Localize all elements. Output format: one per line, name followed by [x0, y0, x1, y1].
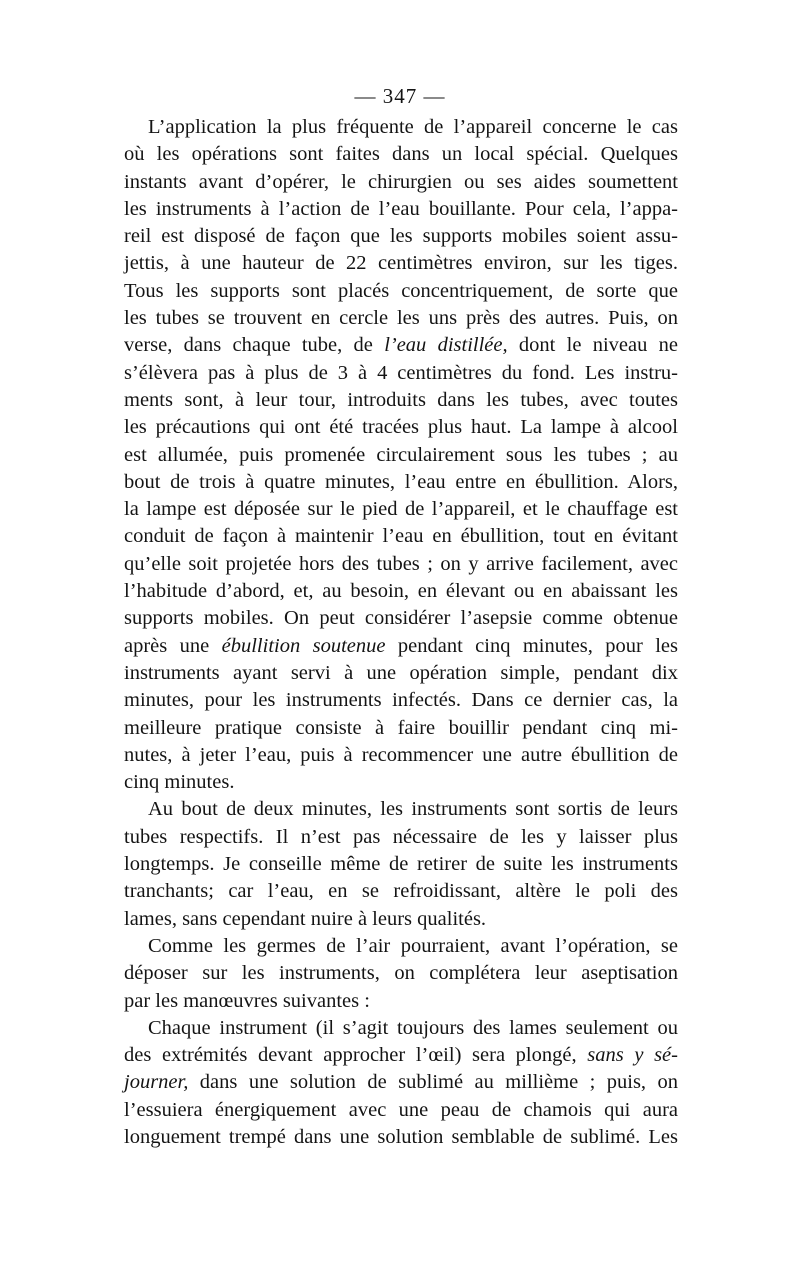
italic-text: journer,	[124, 1071, 189, 1094]
text-segment: dont le niveau ne	[507, 334, 678, 357]
text-segment: des extrémités devant approcher l’œil) sera plongé,	[124, 1044, 588, 1067]
text-line	[124, 878, 678, 905]
text-line	[124, 496, 678, 523]
text-segment: les tubes se trouvent en cercle les uns près des autres. Puis, on	[124, 307, 678, 330]
text-segment: dans une solution de sublimé au millième ; puis, on	[188, 1071, 678, 1094]
text-segment: par les manœuvres suivantes :	[124, 989, 370, 1012]
text-line	[124, 715, 678, 742]
text-segment: tranchants; car l’eau, en se refroidissant, altère le poli des	[124, 880, 678, 903]
italic-text: l’eau distillée,	[384, 334, 508, 357]
text-line	[124, 469, 678, 496]
body-text	[124, 114, 678, 1151]
text-line	[124, 250, 678, 277]
text-line	[124, 660, 678, 687]
text-line	[124, 196, 678, 223]
text-line	[124, 551, 678, 578]
text-line	[124, 1097, 678, 1124]
text-segment: instruments ayant servi à une opération simple, pendant dix	[124, 661, 678, 684]
text-line	[124, 824, 678, 851]
text-line	[124, 578, 678, 605]
text-segment: L’application la plus fréquente de l’appareil concerne le cas	[148, 116, 678, 138]
text-line	[124, 114, 678, 141]
text-line	[124, 769, 678, 796]
text-line	[124, 414, 678, 441]
text-segment: Chaque instrument (il s’agit toujours des lames seulement ou	[148, 1016, 678, 1039]
text-line	[124, 796, 678, 823]
text-line	[124, 360, 678, 387]
text-line	[124, 633, 678, 660]
text-segment: reil est disposé de façon que les supports mobiles soient assu-	[124, 225, 678, 248]
text-line	[124, 1124, 678, 1151]
text-segment: bout de trois à quatre minutes, l’eau entre en ébullition. Alors,	[124, 470, 678, 493]
text-segment: Au bout de deux minutes, les instruments sont sortis de leurs	[148, 798, 678, 821]
text-segment: les précautions qui ont été tracées plus haut. La lampe à alcool	[124, 416, 678, 439]
text-segment: déposer sur les instruments, on complétera leur aseptisation	[124, 962, 678, 985]
page-number-header: — 347 —	[354, 84, 446, 108]
text-line	[124, 960, 678, 987]
text-segment: instants avant d’opérer, le chirurgien ou ses aides soumettent	[124, 170, 678, 193]
text-segment: verse, dans chaque tube, de	[124, 334, 385, 357]
text-line	[124, 305, 678, 332]
text-segment: minutes, pour les instruments infectés. Dans ce dernier cas, la	[124, 689, 678, 712]
text-segment: nutes, à jeter l’eau, puis à recommencer une autre ébullition de	[124, 743, 678, 766]
text-line	[124, 742, 678, 769]
text-line	[124, 1015, 678, 1042]
text-segment: longuement trempé dans une solution semblable de sublimé. Les	[124, 1125, 678, 1148]
text-segment: supports mobiles. On peut considérer l’asepsie comme obtenue	[124, 607, 678, 630]
text-segment: lames, sans cependant nuire à leurs qualités.	[124, 907, 487, 930]
text-line	[124, 1042, 678, 1069]
text-segment: l’essuiera énergiquement avec une peau de chamois qui aura	[124, 1098, 678, 1121]
text-segment: ments sont, à leur tour, introduits dans les tubes, avec toutes	[124, 388, 678, 411]
text-line	[124, 605, 678, 632]
text-segment: après une	[124, 634, 222, 657]
text-segment: pendant cinq minutes, pour les	[385, 634, 679, 657]
text-line	[124, 141, 678, 168]
text-line	[124, 223, 678, 250]
text-segment: où les opérations sont faites dans un local spécial. Quelques	[124, 143, 678, 166]
text-line	[124, 1069, 678, 1096]
text-line	[124, 169, 678, 196]
text-segment: conduit de façon à maintenir l’eau en ébullition, tout en évitant	[124, 525, 678, 548]
text-segment: les instruments à l’action de l’eau bouillante. Pour cela, l’appa-	[124, 197, 678, 220]
text-segment: Comme les germes de l’air pourraient, avant l’opération, se	[148, 934, 678, 957]
text-segment: qu’elle soit projetée hors des tubes ; on y arrive facilement, avec	[124, 552, 678, 575]
text-line	[124, 442, 678, 469]
text-line	[124, 278, 678, 305]
text-line	[124, 851, 678, 878]
text-line	[124, 906, 678, 933]
text-line	[124, 332, 678, 359]
text-segment: jettis, à une hauteur de 22 centimètres environ, sur les tiges.	[124, 252, 678, 275]
text-line	[124, 988, 678, 1015]
text-segment: cinq minutes.	[124, 771, 235, 794]
text-segment: s’élèvera pas à plus de 3 à 4 centimètres du fond. Les instru-	[124, 361, 678, 384]
text-segment: Tous les supports sont placés concentriquement, de sorte que	[124, 279, 678, 302]
text-line	[124, 523, 678, 550]
text-line	[124, 387, 678, 414]
italic-text: ébullition soutenue	[221, 634, 386, 657]
text-segment: meilleure pratique consiste à faire bouillir pendant cinq mi-	[124, 716, 678, 739]
text-line	[124, 933, 678, 960]
italic-text: sans y sé-	[587, 1044, 678, 1067]
text-line	[124, 687, 678, 714]
text-segment: longtemps. Je conseille même de retirer de suite les instruments	[124, 853, 678, 876]
text-segment: tubes respectifs. Il n’est pas nécessaire de les y laisser plus	[124, 825, 678, 848]
text-segment: est allumée, puis promenée circulairement sous les tubes ; au	[124, 443, 678, 466]
text-segment: la lampe est déposée sur le pied de l’appareil, et le chauffage est	[124, 498, 678, 521]
text-segment: l’habitude d’abord, et, au besoin, en élevant ou en abaissant les	[124, 580, 678, 603]
